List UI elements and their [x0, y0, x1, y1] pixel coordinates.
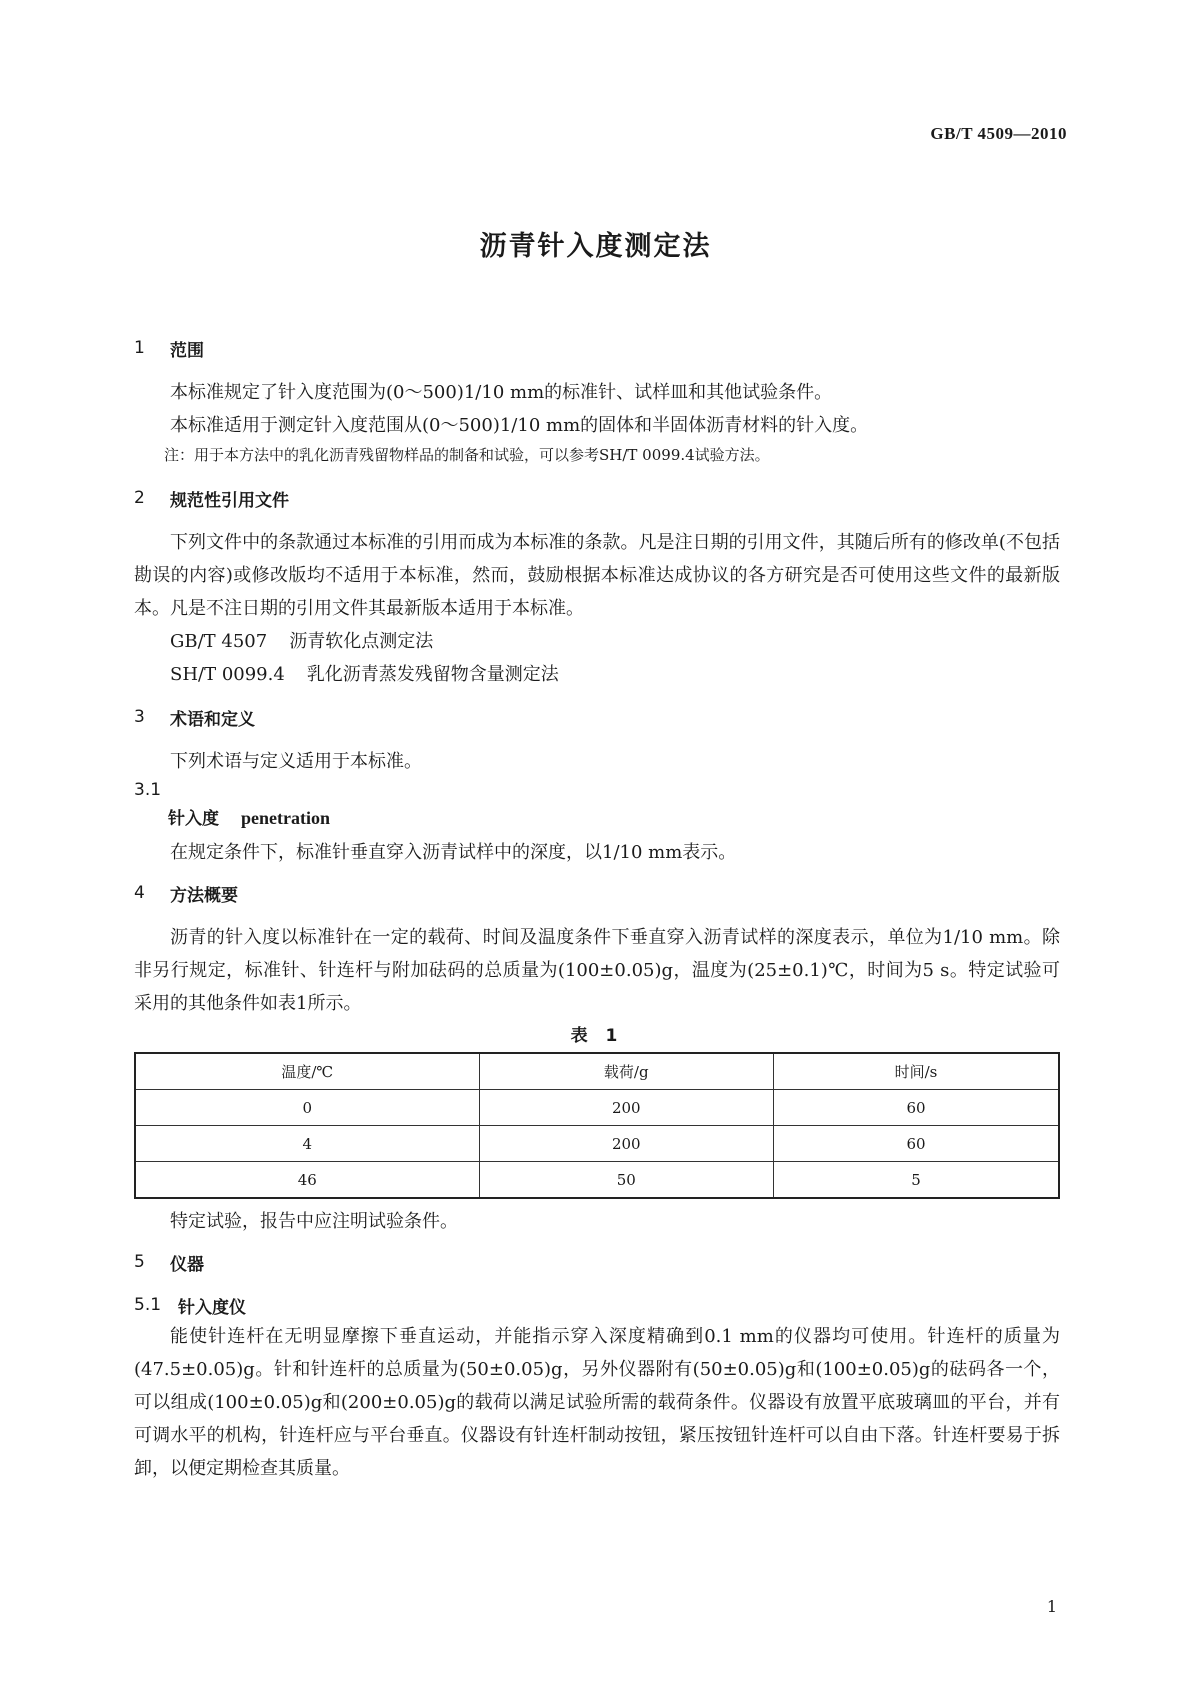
- standard-code: GB/T 4509—2010: [930, 124, 1067, 143]
- subsection-number-text: 3.1: [134, 780, 162, 800]
- reference-name: 沥青软化点测定法: [289, 631, 434, 652]
- section-title: 规范性引用文件: [170, 490, 289, 511]
- table-row: [135, 1126, 1059, 1162]
- section-number: 5: [134, 1252, 145, 1272]
- section-title: 范围: [170, 340, 204, 361]
- section-number: 1: [134, 338, 145, 358]
- table-row: [135, 1090, 1059, 1126]
- conditions-table: [134, 1052, 1060, 1199]
- subsection-5-1-heading: [134, 1290, 1060, 1320]
- table-cell: 60: [773, 1090, 1059, 1126]
- table-row: [135, 1162, 1059, 1199]
- section-title: 术语和定义: [170, 709, 255, 730]
- term-entry: [134, 802, 1060, 836]
- section-3-heading: [134, 707, 1060, 730]
- section-title: 仪器: [170, 1254, 204, 1275]
- page-number: 1: [1046, 1597, 1057, 1616]
- paragraph: 下列文件中的条款通过本标准的引用而成为本标准的条款。凡是注日期的引用文件，其随后所有的修改单(不包括勘误的内容)或修改版均不适用于本标准，然而，鼓励根据本标准达成协议的各方研究是否可使用这些文件的最新版本。凡是不注日期的引用文件其最新版本适用于本标准。: [134, 532, 1060, 619]
- table-cell: 200: [479, 1090, 773, 1126]
- section-1-heading: [134, 338, 1060, 361]
- table-cell: 5: [773, 1162, 1059, 1199]
- subsection-title: 针入度仪: [178, 1297, 246, 1318]
- reference-name: 乳化沥青蒸发残留物含量测定法: [306, 664, 559, 685]
- section-number: 3: [134, 707, 145, 727]
- table-header-cell: 载荷/g: [479, 1053, 773, 1090]
- term-chinese: 针入度: [168, 809, 219, 829]
- paragraph: 下列术语与定义适用于本标准。: [170, 751, 422, 772]
- table-caption: 表 1: [570, 1026, 624, 1046]
- section-2-heading: [134, 488, 1060, 511]
- paragraph: 沥青的针入度以标准针在一定的载荷、时间及温度条件下垂直穿入沥青试样的深度表示，单位为1/10 mm。除非另行规定，标准针、针连杆与附加砝码的总质量为(100±0.05)g，温度为(25±0.1)℃，时间为5 s。特定试验可采用的其他条件如表1所示。: [134, 927, 1060, 1014]
- section-5-heading: [134, 1252, 1060, 1275]
- document-body: [134, 338, 1060, 1485]
- paragraph: 特定试验，报告中应注明试验条件。: [170, 1211, 458, 1232]
- paragraph: 能使针连杆在无明显摩擦下垂直运动，并能指示穿入深度精确到0.1 mm的仪器均可使用。针连杆的质量为(47.5±0.05)g。针和针连杆的总质量为(50±0.05)g，另外仪器附有(50±0.05)g和(100±0.05)g的砝码各一个，可以组成(100±0.05)g和(200±0.05)g的载荷以满足试验所需的载荷条件。仪器设有放置平底玻璃皿的平台，并有可调水平的机构，针连杆应与平台垂直。仪器设有针连杆制动按钮，紧压按钮针连杆可以自由下落。针连杆要易于拆卸，以便定期检查其质量。: [134, 1326, 1060, 1479]
- reference-item: [134, 658, 1060, 691]
- table-cell: 0: [135, 1090, 479, 1126]
- table-cell: 50: [479, 1162, 773, 1199]
- reference-code: SH/T 0099.4: [170, 664, 285, 685]
- table-header-cell: 温度/℃: [135, 1053, 479, 1090]
- subsection-number: 5.1: [134, 1295, 162, 1315]
- note: 注：用于本方法中的乳化沥青残留物样品的制备和试验，可以参考SH/T 0099.4试验方法。: [164, 446, 770, 464]
- table-cell: 46: [135, 1162, 479, 1199]
- section-4-heading: [134, 883, 1060, 906]
- table-header-row: [135, 1053, 1059, 1090]
- section-number: 4: [134, 883, 145, 903]
- table-cell: 4: [135, 1126, 479, 1162]
- term-definition: 在规定条件下，标准针垂直穿入沥青试样中的深度，以1/10 mm表示。: [170, 842, 737, 863]
- section-number: 2: [134, 488, 145, 508]
- document-title: 沥青针入度测定法: [479, 231, 712, 262]
- table-cell: 60: [773, 1126, 1059, 1162]
- paragraph: 本标准适用于测定针入度范围从(0～500)1/10 mm的固体和半固体沥青材料的针入度。: [170, 415, 869, 436]
- term-english: penetration: [241, 808, 330, 828]
- reference-code: GB/T 4507: [170, 631, 268, 652]
- subsection-number: [134, 778, 1060, 802]
- paragraph: 本标准规定了针入度范围为(0～500)1/10 mm的标准针、试样皿和其他试验条件。: [170, 382, 833, 403]
- table-cell: 200: [479, 1126, 773, 1162]
- reference-item: [134, 625, 1060, 658]
- table-header-cell: 时间/s: [773, 1053, 1059, 1090]
- section-title: 方法概要: [170, 885, 238, 906]
